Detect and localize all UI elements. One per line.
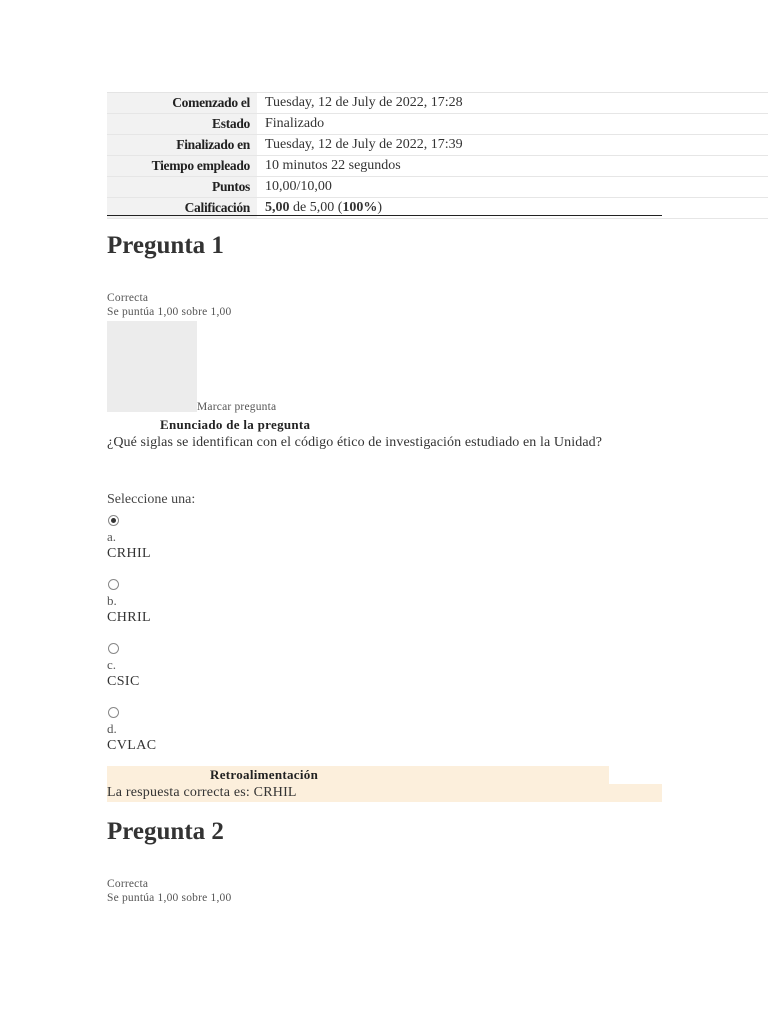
radio-icon[interactable] — [108, 707, 119, 718]
summary-label: Estado — [107, 114, 257, 134]
radio-selected-icon[interactable] — [108, 515, 119, 526]
question-2-title: Pregunta 2 — [107, 818, 224, 845]
summary-row-finished — [107, 135, 768, 156]
question-statement-heading: Enunciado de la pregunta — [160, 417, 311, 432]
feedback-heading: Retroalimentación — [210, 767, 319, 782]
select-one-label: Seleccione una: — [107, 492, 196, 507]
flag-question-link[interactable]: Marcar pregunta — [197, 401, 277, 413]
question-grade: Se puntúa 1,00 sobre 1,00 — [107, 306, 232, 318]
question-text: ¿Qué siglas se identifican con el código ético de investigación estudiado en la Unidad? — [107, 435, 603, 450]
grade-end: ) — [377, 200, 383, 215]
grade-mid: de 5,00 ( — [289, 200, 343, 215]
attempt-summary-table — [107, 92, 768, 219]
summary-label: Finalizado en — [107, 135, 257, 155]
answer-option-d[interactable] — [107, 707, 307, 754]
summary-row-state — [107, 114, 768, 135]
option-letter: c. — [107, 657, 117, 672]
summary-value: 10 minutos 22 segundos — [265, 158, 401, 173]
summary-value: 10,00/10,00 — [265, 179, 332, 194]
option-text: CHRIL — [107, 610, 151, 625]
question-grade: Se puntúa 1,00 sobre 1,00 — [107, 892, 232, 904]
question-1-title: Pregunta 1 — [107, 232, 224, 259]
summary-value: Tuesday, 12 de July de 2022, 17:39 — [265, 137, 463, 152]
grade-percent: 100% — [342, 200, 378, 215]
option-text: CVLAC — [107, 738, 157, 753]
summary-label: Puntos — [107, 177, 257, 197]
option-letter: a. — [107, 529, 117, 544]
option-letter: b. — [107, 593, 117, 608]
grade-score: 5,00 — [265, 200, 290, 215]
answer-option-c[interactable] — [107, 643, 307, 690]
summary-value: Finalizado — [265, 116, 325, 131]
summary-row-points — [107, 177, 768, 198]
summary-divider — [107, 215, 662, 216]
question-status: Correcta — [107, 292, 149, 304]
question-2-state — [107, 877, 231, 905]
question-1-state — [107, 291, 231, 319]
question-flag-box — [107, 321, 197, 412]
radio-icon[interactable] — [108, 643, 119, 654]
option-letter: d. — [107, 721, 117, 736]
answer-option-b[interactable] — [107, 579, 307, 626]
option-text: CRHIL — [107, 546, 151, 561]
summary-label: Comenzado el — [107, 93, 257, 113]
answer-option-a[interactable] — [107, 515, 307, 562]
summary-value: Tuesday, 12 de July de 2022, 17:28 — [265, 95, 463, 110]
feedback-heading-bar — [107, 766, 609, 784]
radio-icon[interactable] — [108, 579, 119, 590]
summary-label: Calificación — [107, 198, 257, 218]
option-text: CSIC — [107, 674, 140, 689]
question-status: Correcta — [107, 878, 149, 890]
summary-label: Tiempo empleado — [107, 156, 257, 176]
summary-row-started — [107, 93, 768, 114]
feedback-text: La respuesta correcta es: CRHIL — [107, 784, 662, 802]
summary-row-time — [107, 156, 768, 177]
